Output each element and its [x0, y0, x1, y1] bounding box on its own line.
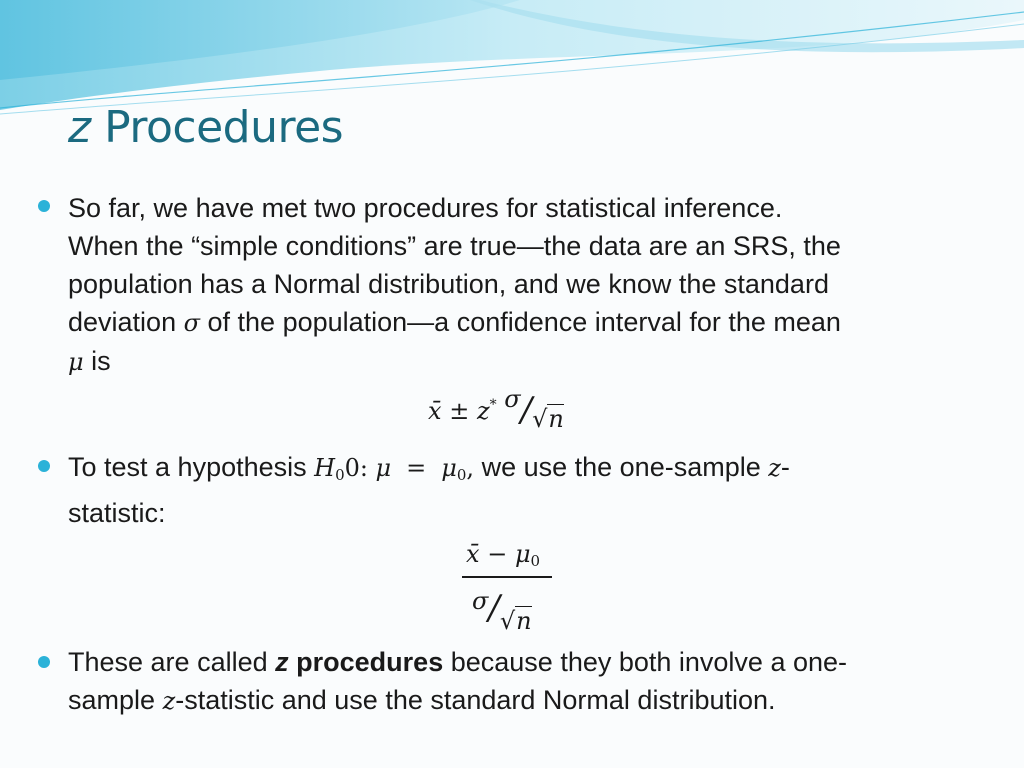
mu-letter: μ [441, 454, 457, 482]
text-span: of the population—a confidence interval for the mean [207, 307, 841, 337]
page-title [68, 102, 343, 153]
xbar-symbol: x̄ [428, 397, 442, 425]
n-symbol: n [548, 405, 564, 433]
text-span: sample [68, 685, 156, 715]
bullet-icon [38, 656, 50, 668]
equals-symbol: = [406, 454, 427, 482]
h-subscript: 0 [335, 466, 345, 484]
plus-minus-symbol: ± [449, 397, 470, 425]
title-italic-z: z [68, 102, 91, 153]
bold-procedures: procedures [296, 647, 444, 677]
star-superscript: * [489, 397, 497, 413]
confidence-interval-formula [428, 385, 564, 433]
z-symbol: z [768, 454, 781, 482]
dash: - [780, 452, 790, 482]
mu0-symbol [441, 454, 466, 482]
text-span: we use the one-sample [481, 452, 761, 482]
bullet-icon [38, 460, 50, 472]
h-letter: H [314, 454, 336, 482]
minus-symbol: − [487, 540, 508, 568]
title-text: Procedures [104, 102, 344, 153]
mu-symbol: μ [68, 348, 84, 376]
mu-symbol: μ [375, 454, 392, 482]
text-span: is [91, 346, 111, 376]
sigma-symbol: σ [183, 309, 200, 337]
sigma-symbol: σ [472, 587, 489, 615]
n-symbol: n [516, 607, 532, 635]
h-symbol [314, 454, 344, 482]
text-line: statistic: [68, 498, 166, 528]
z-statistic-formula [466, 540, 552, 634]
text-line [68, 303, 988, 342]
bullet-paragraph-2 [68, 448, 988, 532]
text-line [68, 448, 988, 494]
text-line [68, 342, 988, 381]
text-span: deviation [68, 307, 177, 337]
zero-colon: 0: [344, 454, 368, 482]
text-line [68, 681, 988, 720]
text-line: When the “simple conditions” are true—the data are an SRS, the [68, 231, 841, 261]
z-symbol: z [476, 397, 490, 425]
text-line: So far, we have met two procedures for statistical inference. [68, 193, 783, 223]
sqrt-symbol: √ [532, 405, 548, 433]
text-span: because they both involve a one- [450, 647, 848, 677]
mu-subscript: 0 [530, 552, 541, 570]
bullet-paragraph-3 [68, 643, 988, 720]
mu-subscript: 0 [456, 466, 467, 484]
text-span: To test a hypothesis [68, 452, 307, 482]
numerator [466, 540, 540, 570]
text-line: population has a Normal distribution, and we know the standard [68, 269, 829, 299]
xbar-symbol: x̄ [466, 540, 480, 568]
comma: , [466, 454, 475, 482]
mu-symbol: μ [514, 540, 531, 568]
denominator [472, 578, 532, 635]
text-span: -statistic and use the standard Normal distribution. [175, 685, 776, 715]
slash-symbol: / [520, 390, 533, 430]
slash-symbol: / [488, 588, 500, 628]
sqrt-symbol: √ [499, 607, 516, 635]
text-line [68, 643, 988, 681]
z-symbol: z [162, 687, 176, 715]
bullet-icon [38, 200, 50, 212]
text-span: These are called [68, 647, 268, 677]
bullet-paragraph-1 [68, 189, 988, 381]
sigma-symbol: σ [504, 385, 521, 413]
bold-z: z [275, 647, 289, 677]
